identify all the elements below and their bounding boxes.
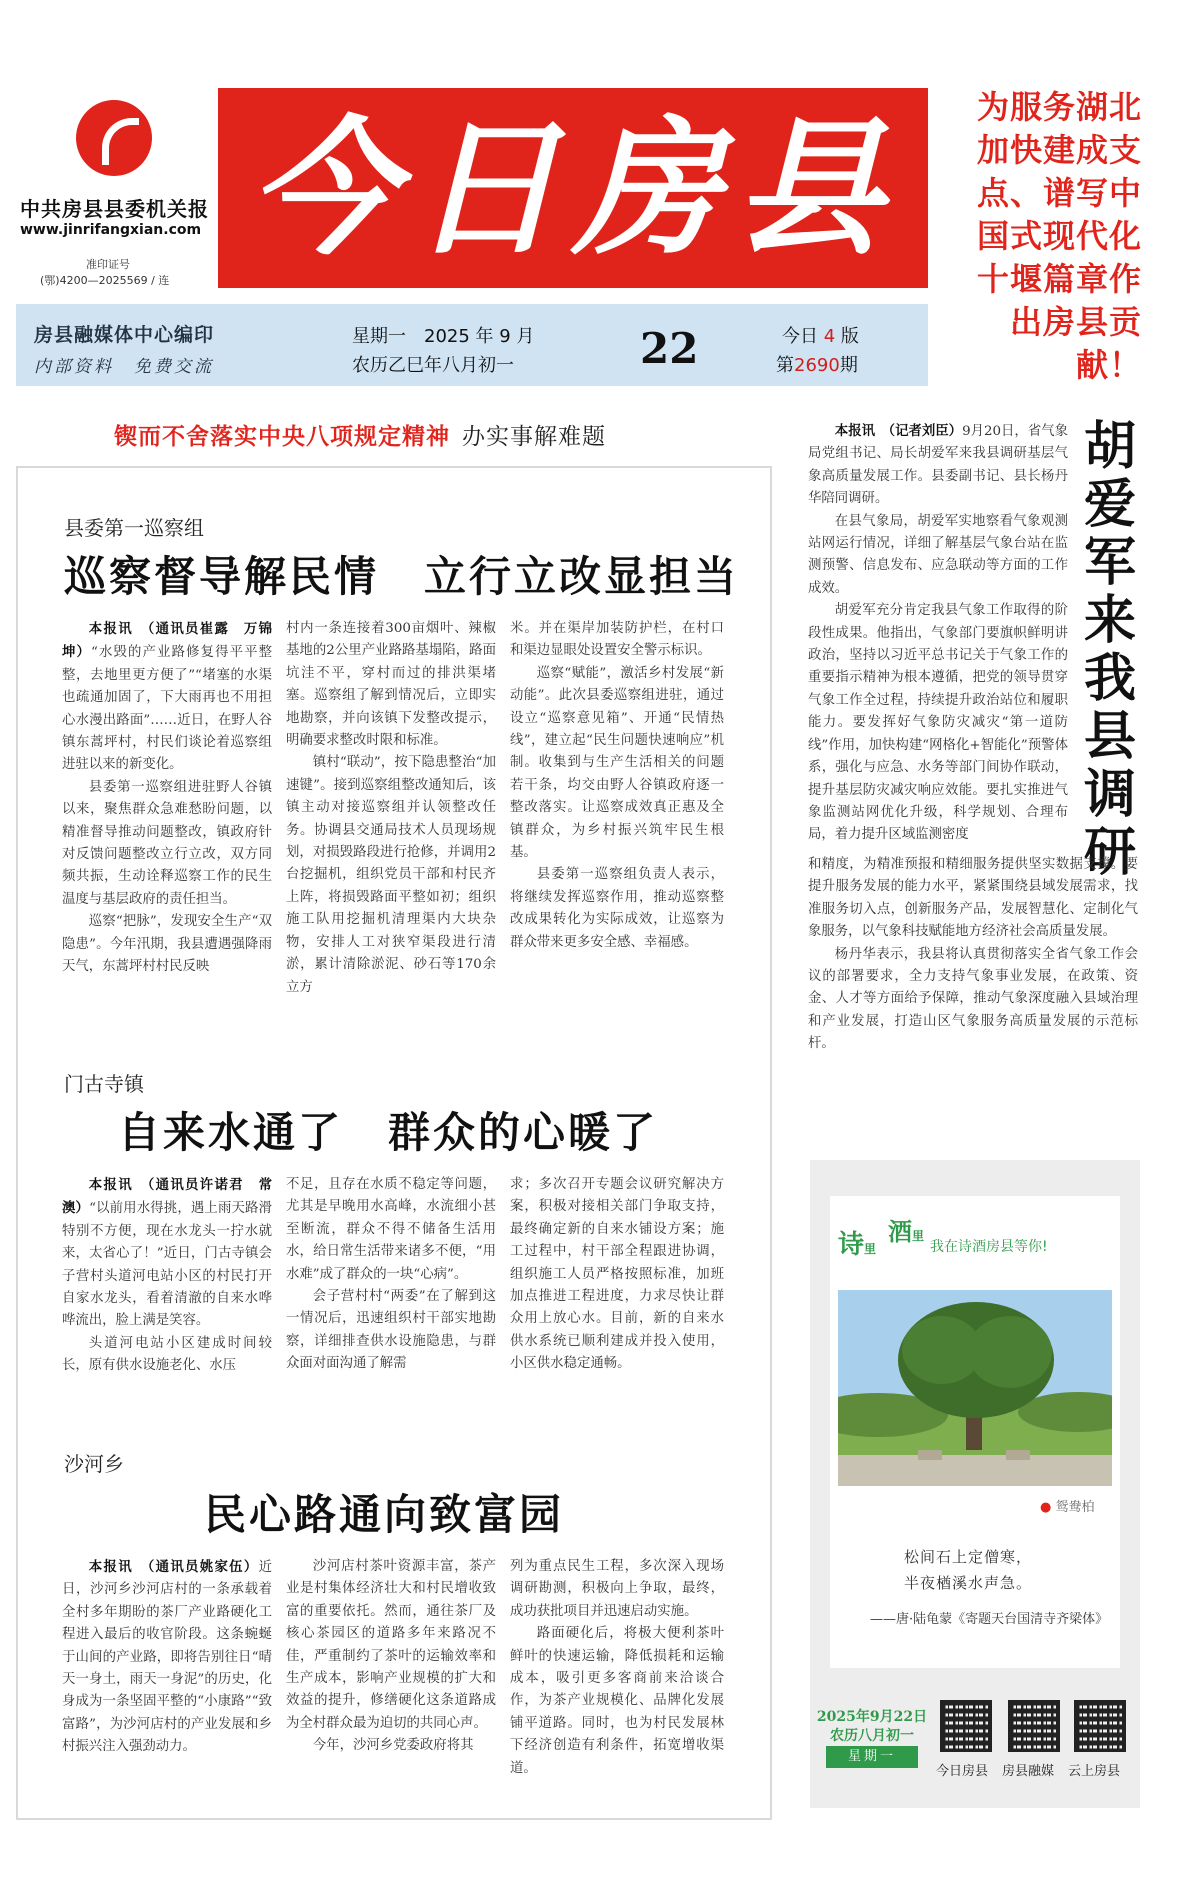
article1-col1-p3: 巡察“把脉”，发现安全生产“双隐患”。今年汛期，我县遭遇强降雨天气，东蒿坪村村民反映 bbox=[62, 914, 272, 975]
promo-brand-small-a: 里 bbox=[864, 1242, 877, 1256]
org-name: 中共房县县委机关报 bbox=[20, 197, 209, 221]
article2-col1-p2: 头道河电站小区建成时间较长，原有供水设施老化、水压 bbox=[62, 1335, 272, 1374]
newspaper-logo-icon bbox=[76, 100, 152, 176]
article1-col1 bbox=[62, 618, 272, 1024]
lunar-date: 农历乙巳年八月初一 bbox=[352, 355, 514, 376]
promo-brand-b: 酒 bbox=[888, 1217, 912, 1246]
edited-by: 房县融媒体中心编印 bbox=[34, 324, 215, 346]
promo-brand-small-b: 里 bbox=[912, 1229, 925, 1243]
issue-number bbox=[776, 351, 858, 377]
article2-col3-p1: 求；多次召开专题会议研究解决方案，积极对接相关部门争取支持，最终确定新的自来水铺设方案；施工过程中，村干部全程跟进协调，组织施工人员严格按照标准，加班加点推进工程进度，力求尽快让群众用上放心水。目前，新的自来水供水系统已顺利建成并投入使用，小区供水稳定通畅。 bbox=[510, 1177, 724, 1372]
article1-col2 bbox=[286, 618, 496, 1024]
article1-col1-p2: 县委第一巡察组进驻野人谷镇以来，聚焦群众急难愁盼问题，以精准督导推动问题整改，镇政府针对反馈问题整改立行立改，双方同频共振，生动诠释巡察工作的民生温度与基层政府的责任担当。 bbox=[62, 779, 272, 907]
article3-col3-p1: 列为重点民生工程，多次深入现场调研勘测，积极向上争取，最终，成功获批项目并迅速启动实施。 bbox=[510, 1559, 724, 1619]
issue-value: 2690 bbox=[794, 355, 840, 376]
day-number: 22 bbox=[640, 324, 699, 373]
pages-suffix: 版 bbox=[840, 326, 859, 347]
promo-brand-a: 诗 bbox=[838, 1230, 865, 1260]
article2-col2-p1: 不足，且存在水质不稳定等问题，尤其是早晚用水高峰，水流细小甚至断流，群众不得不储备生活用水，给日常生活带来诸多不便，“用水难”成了群众的一块“心病”。 bbox=[286, 1177, 496, 1282]
article3-col2 bbox=[286, 1556, 496, 1782]
promo-brand-poem bbox=[838, 1224, 876, 1261]
promo-date-solar: 2025年9月22日 bbox=[816, 1709, 928, 1725]
article2-col3 bbox=[510, 1174, 724, 1400]
qr-code-icon[interactable] bbox=[1074, 1700, 1126, 1752]
article3-col3 bbox=[510, 1556, 724, 1782]
article2-byline: 本报讯 （通讯员许诺君 常澳） bbox=[62, 1177, 272, 1217]
permit-number: (鄂)4200—2025569 / 连 bbox=[40, 274, 170, 287]
article3-col1 bbox=[62, 1556, 272, 1782]
section-banner bbox=[114, 418, 606, 451]
qr-label: 云上房县 bbox=[1068, 1764, 1121, 1779]
permit-label: 准印证号 bbox=[86, 258, 130, 271]
promo-brand-wine bbox=[888, 1212, 924, 1247]
article3-headline[interactable]: 民心路通向致富园 bbox=[204, 1490, 565, 1539]
newspaper-title: 今日房县 bbox=[249, 101, 897, 275]
issue-prefix: 第 bbox=[776, 355, 794, 376]
article3-kicker: 沙河乡 bbox=[64, 1452, 124, 1476]
article1-col3-p3: 县委第一巡察组负责人表示，将继续发挥巡察作用，推动巡察整改成果转化为实际成效，让巡察为群众带来更多安全感、幸福感。 bbox=[510, 867, 724, 950]
article4-col-narrow bbox=[808, 420, 1068, 852]
article4-p2: 在县气象局，胡爱军实地察看气象观测站网运行情况，详细了解基层气象台站在监测预警、信息发布、应急联动等方面的工作成效。 bbox=[808, 513, 1068, 596]
section-banner-red: 锲而不舍落实中央八项规定精神 bbox=[114, 423, 450, 450]
article1-byline: 本报讯 （通讯员崔露 万锦坤） bbox=[62, 621, 272, 661]
article4-col-wide bbox=[808, 854, 1138, 1128]
tree-photo bbox=[838, 1290, 1112, 1486]
article1-kicker: 县委第一巡察组 bbox=[64, 516, 204, 540]
website-link[interactable]: www.jinrifangxian.com bbox=[20, 222, 202, 238]
photo-location-text: 鸳鸯柏 bbox=[1055, 1500, 1095, 1515]
location-pin-icon: ● bbox=[1040, 1500, 1052, 1515]
internal-note: 内部资料 免费交流 bbox=[34, 357, 214, 377]
tree-photo-drawing bbox=[838, 1290, 1112, 1486]
article4-p4: 杨丹华表示，我县将认真贯彻落实全省气象工作会议的部署要求，全力支持气象事业发展，在政策、资金、人才等方面给予保障，推动气象深度融入县域治理和产业发展，打造山区气象服务高质量发展的示范标杆。 bbox=[808, 946, 1138, 1052]
section-banner-black: 办实事解难题 bbox=[462, 424, 606, 450]
article2-col2 bbox=[286, 1174, 496, 1400]
article1-headline[interactable]: 巡察督导解民情 立行立改显担当 bbox=[64, 552, 740, 601]
article1-col3-p1: 米。并在渠岸加装防护栏，在村口和渠边显眼处设置安全警示标识。 bbox=[510, 621, 724, 659]
poem-line1: 松间石上定僧寒， bbox=[904, 1548, 1033, 1566]
promo-slogan: 我在诗酒房县等你! bbox=[930, 1239, 1048, 1255]
masthead-banner bbox=[218, 88, 928, 288]
article3-col2-p2: 今年，沙河乡党委政府将其 bbox=[312, 1738, 474, 1754]
qr-label: 房县融媒 bbox=[1002, 1764, 1055, 1779]
article3-col1-text: 近日，沙河乡沙河店村的一条承载着全村多年期盼的茶厂产业路硬化工程进入最后的收官阶段。这条蜿蜒于山间的产业路，即将告别往日“晴天一身土，雨天一身泥”的历史，化身成为一条坚固平整的“小康路”“致富路”，为沙河店村的产业发展和乡村振兴注入强劲动力。 bbox=[62, 1560, 272, 1755]
article1-col2-p1: 村内一条连接着300亩烟叶、辣椒基地的2公里产业路路基塌陷，路面坑洼不平，穿村而过的排洪渠堵塞。巡察组了解到情况后，立即实地勘察，并向该镇下发整改提示，明确要求整改时限和标准。 bbox=[286, 621, 496, 749]
article3-col3-p2: 路面硬化后，将极大便利茶叶鲜叶的快速运输，降低损耗和运输成本，吸引更多客商前来洽谈合作，为茶产业规模化、品牌化发展铺平道路。同时，也为村民发展林下经济创造有利条件，拓宽增收渠道。 bbox=[510, 1626, 724, 1776]
issue-suffix: 期 bbox=[839, 355, 858, 376]
article4-p1: 9月20日，省气象局党组书记、局长胡爱军来我县调研基层气象高质量发展工作。县委副书记、县长杨丹华陪同调研。 bbox=[808, 424, 1068, 507]
promo-weekday: 星期一 bbox=[826, 1746, 918, 1768]
article1-col3-p2: 巡察“赋能”，激活乡村发展“新动能”。此次县委巡察组进驻，通过设立“巡察意见箱”、开通“民情热线”，建立起“民生问题快速响应”机制。收集到与生产生活相关的问题若干条，均交由野人谷镇政府逐一整改落实。让巡察成效真正惠及全镇群众，为乡村振兴筑牢民生根基。 bbox=[510, 665, 724, 861]
page-count bbox=[782, 322, 859, 348]
article2-col1 bbox=[62, 1174, 272, 1400]
article1-col3 bbox=[510, 618, 724, 1024]
article4-byline: 本报讯 （记者刘臣） bbox=[834, 423, 963, 439]
photo-location bbox=[1040, 1496, 1095, 1515]
qr-label: 今日房县 bbox=[936, 1764, 989, 1779]
article4-p3: 胡爱军充分肯定我县气象工作取得的阶段性成果。他指出，气象部门要旗帜鲜明讲政治，坚持以习近平总书记关于气象工作的重要指示精神为根本遵循，把党的领导贯穿气象工作全过程，持续提升政治站位和履职能力。要发挥好气象防灾减灾“第一道防线”作用，加快构建“网格化+智能化”预警体系，强化与应急、水务等部门间协作联动，提升基层防灾减灾响应效能。要扎实推进气象监测站网优化升级，科学规划、合理布局，着力提升区域监测密度 bbox=[808, 603, 1068, 843]
promo-date-lunar: 农历八月初一 bbox=[830, 1728, 914, 1744]
article2-kicker: 门古寺镇 bbox=[64, 1072, 144, 1096]
article4-headline[interactable]: 胡爱军来我县调研 bbox=[1083, 416, 1136, 883]
article4-p3b: 和精度，为精准预报和精细服务提供坚实数据支撑。要提升服务发展的能力水平，紧紧围绕县域发展需求，找准服务切入点，创新服务产品，发展智慧化、定制化气象服务，以气象科技赋能地方经济社会高质量发展。 bbox=[808, 857, 1138, 940]
poem-line2: 半夜楢溪水声急。 bbox=[904, 1574, 1033, 1592]
article1-col1-text: “水毁的产业路修复得平平整整，去地里更方便了”“堵塞的水渠也疏通加固了，下大雨再也不用担心水漫出路面”……近日，在野人谷镇东蒿坪村，村民们谈论着巡察组进驻以来的新变化。 bbox=[62, 645, 272, 773]
article3-col2-p1: 沙河店村茶叶资源丰富，茶产业是村集体经济壮大和村民增收致富的重要依托。然而，通往茶厂及核心茶园区的道路多年来路况不佳，严重制约了茶叶的运输效率和生产成本，影响产业规模的扩大和效益的提升，修缮硬化这条道路成为全村群众最为迫切的共同心声。 bbox=[286, 1559, 496, 1731]
article3-byline: 本报讯 （通讯员姚家伍） bbox=[88, 1559, 259, 1575]
qr-code-icon[interactable] bbox=[1008, 1700, 1060, 1752]
promo-date bbox=[816, 1708, 928, 1746]
masthead-slogan: 为服务湖北加快建成支点、谱写中国式现代化十堰篇章作出房县贡献！ bbox=[976, 88, 1142, 384]
qr-code-icon[interactable] bbox=[940, 1700, 992, 1752]
article2-headline[interactable]: 自来水通了 群众的心暖了 bbox=[118, 1108, 659, 1157]
pages-prefix: 今日 bbox=[782, 326, 818, 347]
article2-col2-p2: 会子营村村“两委”在了解到这一情况后，迅速组织村干部实地勘察，详细排查供水设施隐患，与群众面对面沟通了解需 bbox=[286, 1289, 496, 1372]
article1-col2-p2: 镇村“联动”，按下隐患整治“加速键”。接到巡察组整改通知后，该镇主动对接巡察组并认领整改任务。协调县交通局技术人员现场规划，对损毁路段进行抢修，并调用2台挖掘机，组织党员干部和村民齐上阵，将损毁路面平整如初；组织施工队用挖掘机清理渠内大块杂物，安排人工对狭窄渠段进行清淤，累计清除淤泥、砂石等170余立方 bbox=[286, 755, 496, 995]
article2-col1-text: “以前用水得挑，遇上雨天路滑特别不方便，现在水龙头一拧水就来，太省心了！”近日，门古寺镇会子营村头道河电站小区的村民打开自家水龙头，看着清澈的自来水哗哗流出，脸上满是笑容。 bbox=[62, 1201, 272, 1329]
weekday-date: 星期一 2025 年 9 月 bbox=[352, 326, 535, 347]
poem-source: ——唐·陆龟蒙《寄题天台国清寺齐梁体》 bbox=[870, 1612, 1109, 1627]
pages-count: 4 bbox=[823, 326, 836, 347]
